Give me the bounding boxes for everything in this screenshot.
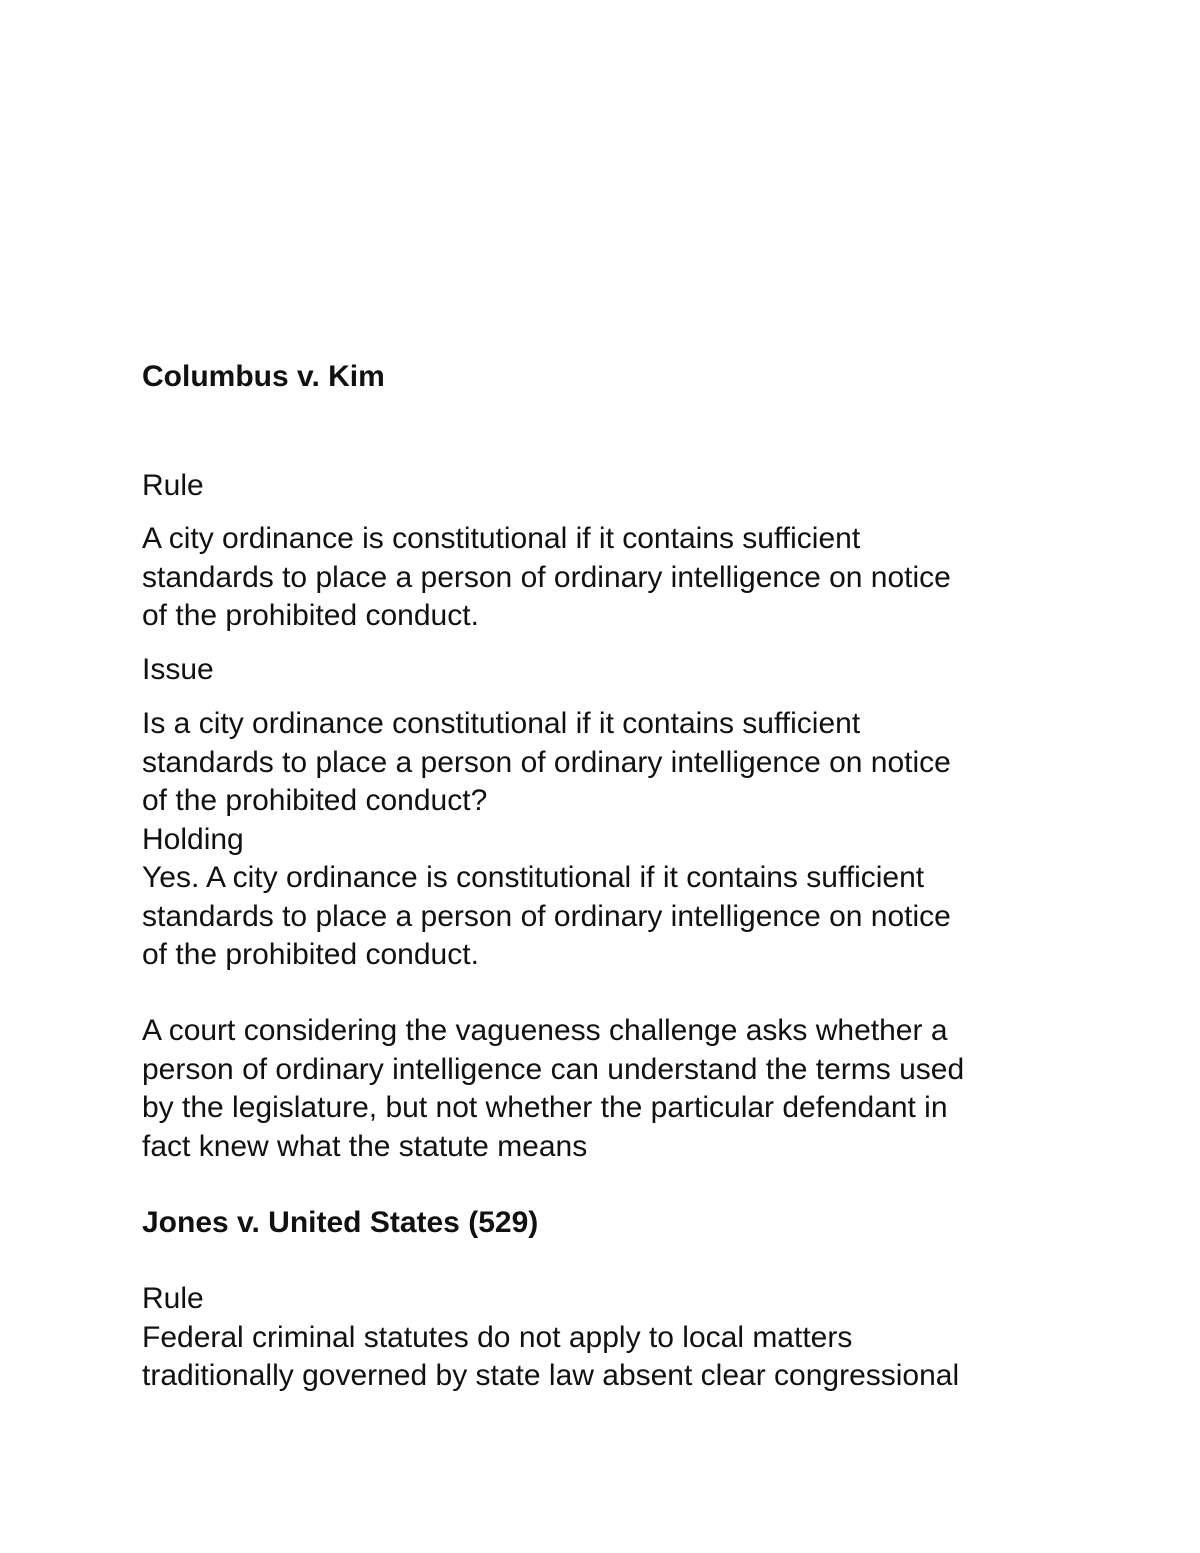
holding-line: of the prohibited conduct. [142,938,479,971]
case-title-jones-v-united-states [142,1204,1082,1243]
issue-line: standards to place a person of ordinary intelligence on notice [142,745,951,779]
case2-rule-section [142,1280,1082,1396]
rule-label [142,467,1082,506]
case-title-columbus-v-kim [142,358,1082,397]
rule-label-text: Rule [142,1282,204,1315]
issue-label-text: Issue [142,653,214,686]
issue-holding-section [142,705,1082,975]
vagueness-note [142,1012,1082,1166]
rule-line: of the prohibited conduct. [142,599,479,632]
case-title-text: Jones v. United States (529) [142,1206,539,1239]
note-line: A court considering the vagueness challenge asks whether a [142,1014,948,1047]
case-title-text: Columbus v. Kim [142,360,385,393]
rule-line: Federal criminal statutes do not apply to local matters [142,1320,853,1354]
note-line: by the legislature, but not whether the particular defendant in [142,1091,948,1124]
rule-line: A city ordinance is constitutional if it contains sufficient [142,522,861,555]
rule-line: traditionally governed by state law absent clear congressional [142,1359,960,1392]
holding-line: standards to place a person of ordinary intelligence on notice [142,899,951,933]
note-line: fact knew what the statute means [142,1129,588,1163]
holding-line: Yes. A city ordinance is constitutional if it contains sufficient [142,861,925,894]
rule-label-text: Rule [142,469,204,502]
issue-label [142,651,1082,690]
issue-line: Is a city ordinance constitutional if it contains sufficient [142,707,861,740]
holding-label: Holding [142,822,244,856]
rule-line: standards to place a person of ordinary intelligence on notice [142,560,951,594]
issue-line: of the prohibited conduct? [142,784,488,817]
note-line: person of ordinary intelligence can understand the terms used [142,1052,965,1086]
rule-text [142,520,1082,636]
